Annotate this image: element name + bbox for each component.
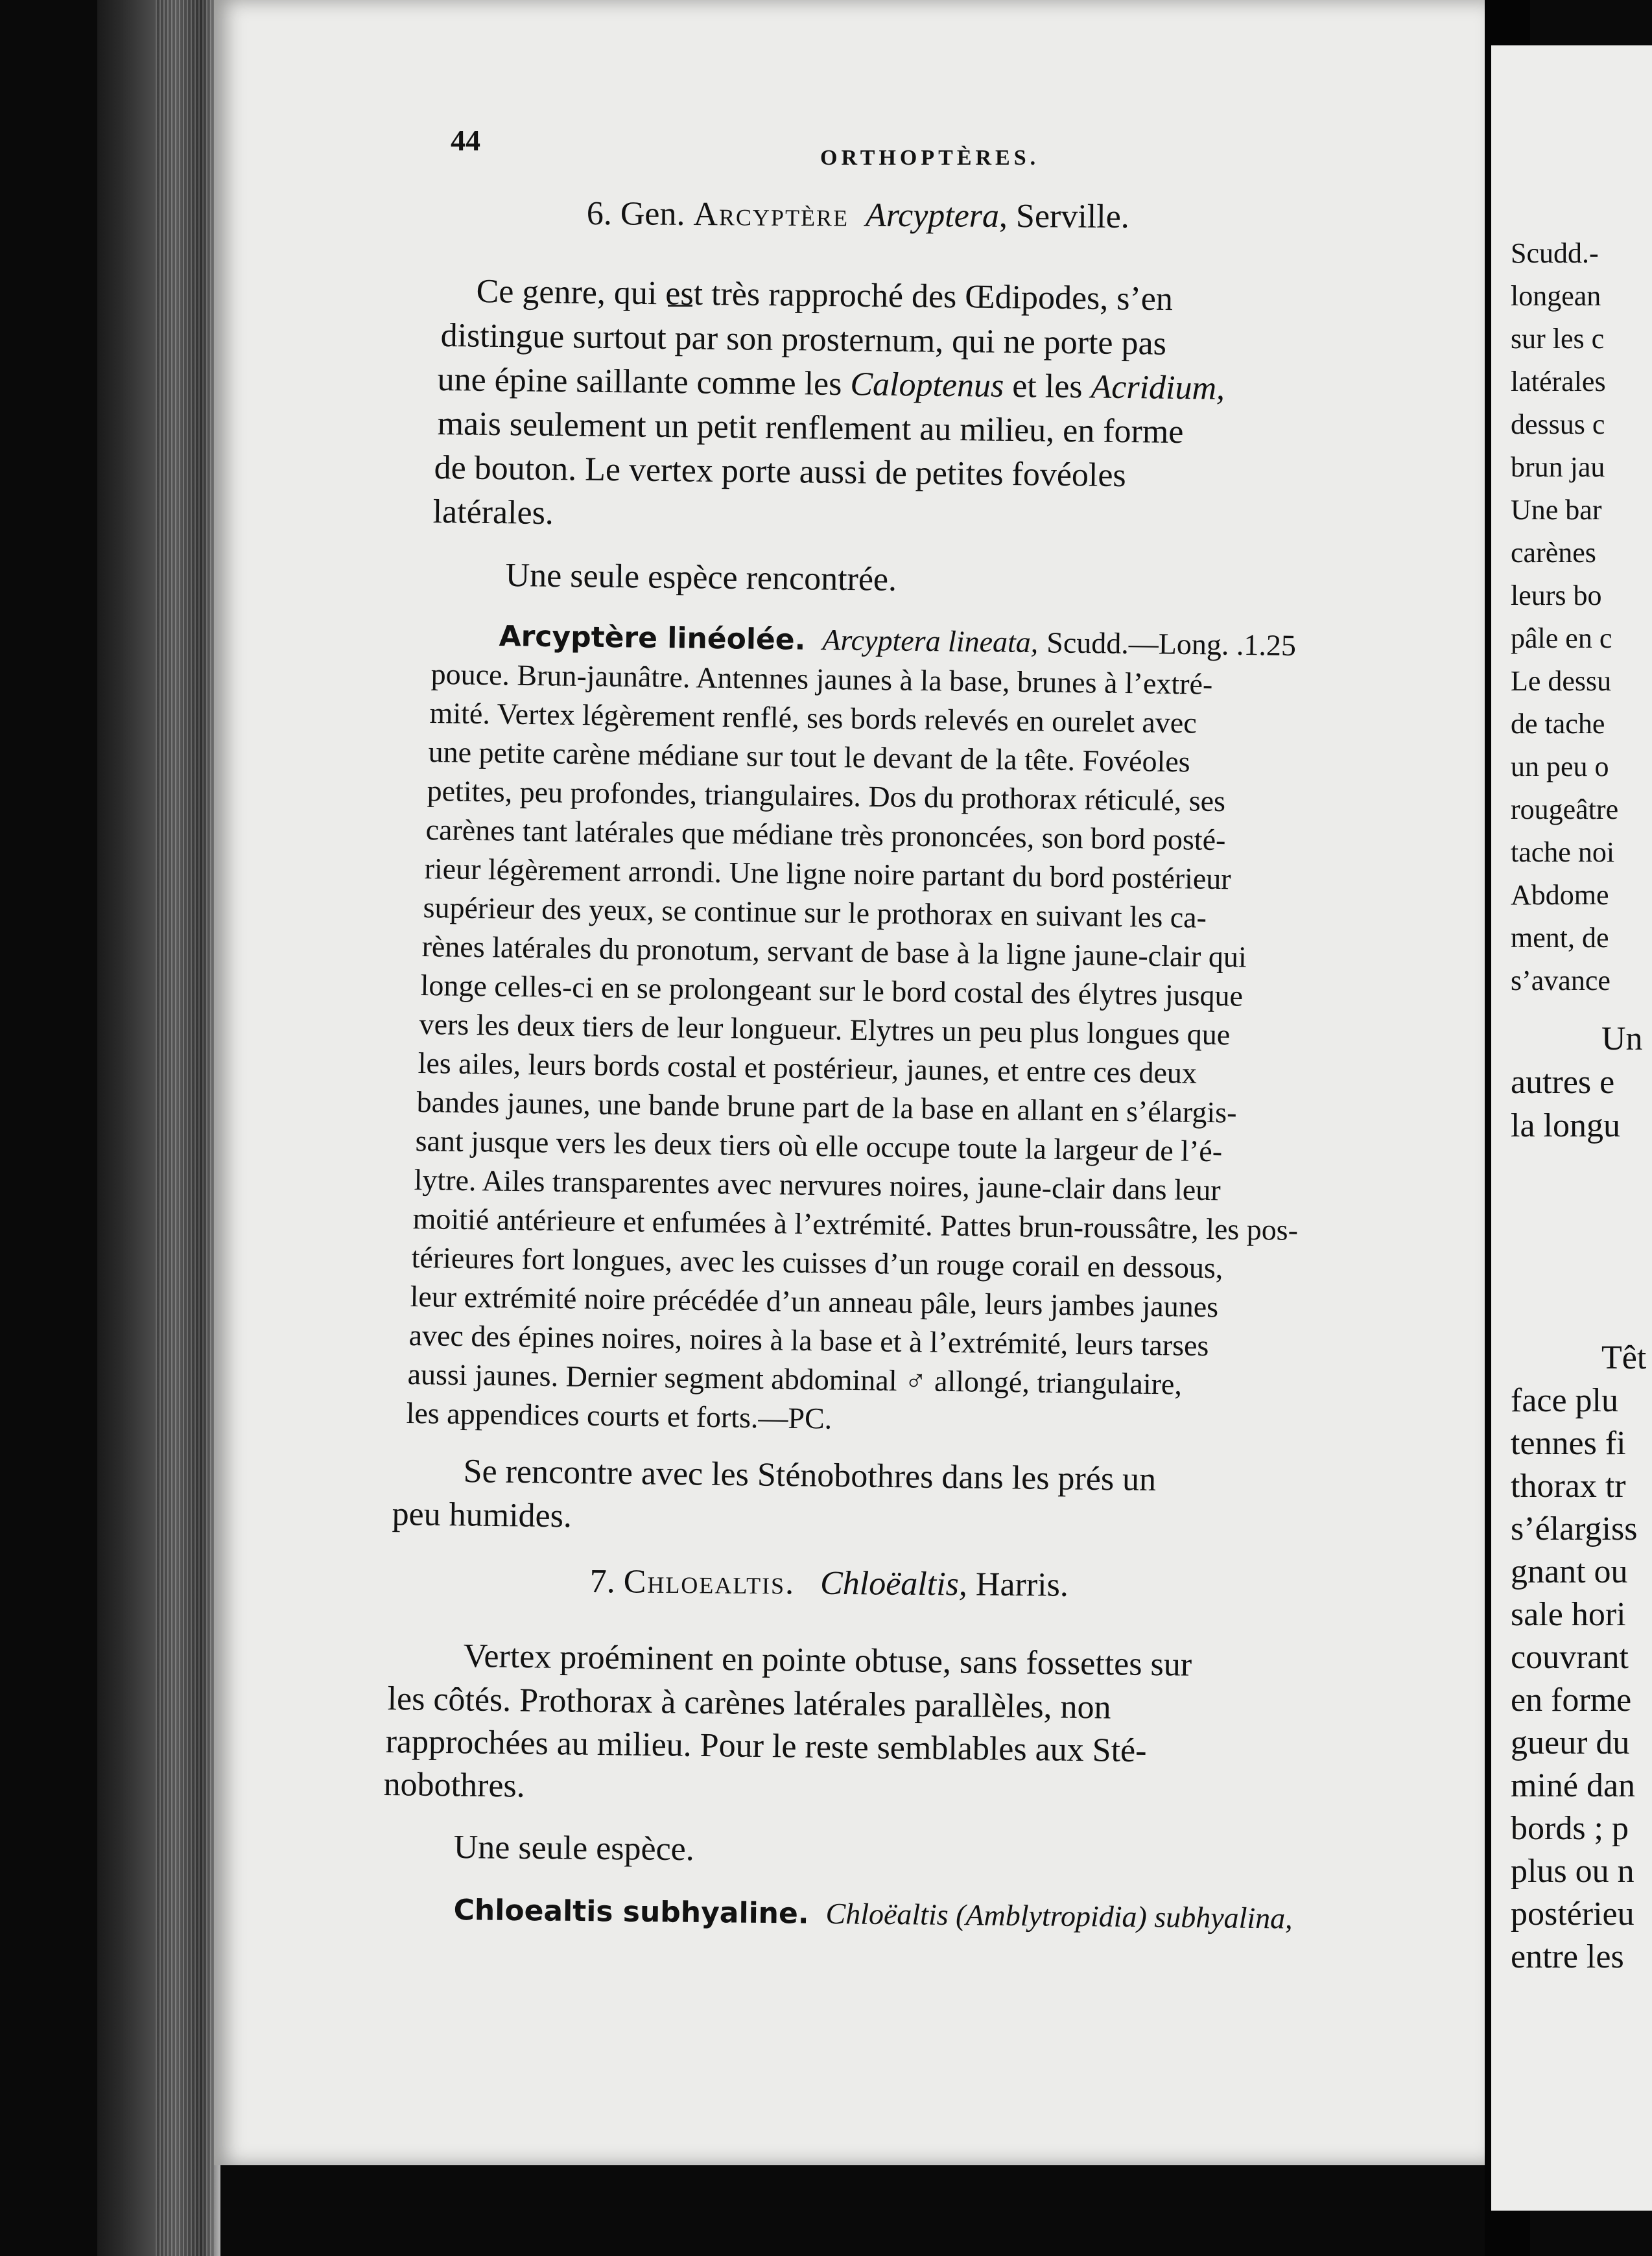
right-large-8: couvrant: [1511, 1639, 1629, 1676]
right-large-4: thorax tr: [1511, 1468, 1626, 1505]
description-line-14: lytre. Ailes transparentes avec nervures noires, jaune-clair dans leur: [414, 1162, 1221, 1207]
right-large-11: miné dan: [1511, 1767, 1636, 1804]
description-line-10: vers les deux tiers de leur longueur. Elytres un peu plus longues que: [419, 1007, 1231, 1052]
right-large-13: plus ou n: [1511, 1853, 1634, 1890]
right-mid-2: autres e: [1511, 1064, 1615, 1101]
right-line-14: rougeâtre: [1511, 793, 1619, 825]
habitat-line-2: peu humides.: [392, 1496, 572, 1535]
right-line-16: Abdome: [1511, 879, 1609, 911]
right-line-1: Scudd.-: [1511, 237, 1599, 269]
right-large-12: bords ; p: [1511, 1810, 1629, 1847]
para1-line-6: latérales.: [432, 493, 554, 532]
para1-line-4: mais seulement un petit renflement au milieu, en forme: [437, 405, 1184, 451]
right-line-7: Une bar: [1511, 494, 1602, 526]
right-line-9: leurs bo: [1511, 580, 1602, 611]
para1-line-3: [437, 360, 1225, 408]
section7-line-4: nobothres.: [383, 1766, 526, 1805]
right-line-11: Le dessu: [1511, 665, 1612, 697]
right-line-10: pâle en c: [1511, 622, 1612, 654]
section6-number: 6. Gen.: [586, 194, 694, 233]
section7-latin: Chloëaltis,: [820, 1564, 968, 1603]
right-line-18: s’avance: [1511, 965, 1611, 996]
caloptenus-term: Caloptenus: [850, 366, 1004, 405]
para1-line-3-and: et les: [1003, 367, 1091, 406]
para1-line-5: de bouton. Le vertex porte aussi de petites fovéoles: [434, 449, 1127, 495]
right-large-3: tennes fi: [1511, 1425, 1626, 1462]
right-line-6: brun jau: [1511, 451, 1605, 483]
section6-title: Arcyptère: [693, 196, 849, 234]
description-line-18: avec des épines noires, noires à la base et à l’extrémité, leurs tarses: [408, 1318, 1209, 1363]
right-mid-1: Un: [1601, 1020, 1643, 1057]
description-line-6: rieur légèrement arrondi. Une ligne noire partant du bord postérieur: [424, 851, 1231, 896]
description-line-5: carènes tant latérales que médiane très prononcées, son bord posté-: [425, 812, 1226, 857]
right-large-7: sale hori: [1511, 1596, 1626, 1633]
right-line-12: de tache: [1511, 708, 1605, 740]
habitat-line-1: Se rencontre avec les Sténobothres dans les prés un: [463, 1453, 1157, 1499]
description-line-11: les ailes, leurs bords costal et postérieur, jaunes, et entre ces deux: [418, 1046, 1198, 1090]
description-line-12: bandes jaunes, une bande brune part de la base en allant en s’élargis-: [416, 1085, 1237, 1129]
right-large-6: gnant ou: [1511, 1553, 1628, 1590]
right-mid-3: la longu: [1511, 1107, 1620, 1144]
page-number: 44: [451, 124, 480, 157]
acridium-term: Acridium,: [1091, 368, 1225, 407]
species-measure: Scudd.—Long. .1.25: [1046, 626, 1297, 663]
right-large-15: entre les: [1511, 1938, 1624, 1975]
section7-line-3: rapprochées au milieu. Pour le reste semblables aux Sté-: [385, 1723, 1147, 1770]
running-header: ORTHOPTÈRES.: [820, 146, 1040, 170]
species-name-chloealtis: Chloealtis subhyaline.: [453, 1893, 809, 1931]
description-line-7: supérieur des yeux, se continue sur le prothorax en suivant les ca-: [423, 890, 1207, 934]
right-line-15: tache noi: [1511, 836, 1615, 868]
description-line-13: sant jusque vers les deux tiers où elle occupe toute la largeur de l’é-: [415, 1123, 1223, 1168]
species-heading-arcyptera: [499, 616, 1296, 664]
right-line-8: carènes: [1511, 537, 1596, 569]
right-line-4: latérales: [1511, 366, 1606, 397]
section7-author: Harris.: [967, 1566, 1069, 1604]
description-line-20: les appendices courts et forts.—PC.: [406, 1396, 832, 1435]
right-large-5: s’élargiss: [1511, 1510, 1638, 1547]
section7-number: 7.: [589, 1563, 624, 1601]
section6-latin: Arcyptera: [865, 196, 1000, 235]
description-line-15: moitié antérieure et enfumées à l’extrémité. Pattes brun-roussâtre, les pos-: [412, 1201, 1299, 1247]
section7-heading: [590, 1562, 1069, 1604]
species-latin-arcyptera: Arcyptera lineata,: [822, 623, 1039, 659]
para1-line-3-text: une épine saillante comme les: [437, 360, 842, 403]
description-line-8: rènes latérales du pronotum, servant de base à la ligne jaune-clair qui: [421, 929, 1247, 974]
species-latin-chloealtis: Chloëaltis (Amblytropidia) subhyalina,: [825, 1897, 1293, 1935]
para1-line-2: distingue surtout par son prosternum, qui ne porte pas: [440, 316, 1167, 362]
one-species-7: Une seule espèce.: [453, 1829, 695, 1868]
description-line-4: petites, peu profondes, triangulaires. Dos du prothorax réticulé, ses: [427, 773, 1226, 818]
right-line-5: dessus c: [1511, 408, 1605, 440]
page-edges: [156, 0, 214, 2256]
right-page: [1491, 45, 1652, 2211]
right-large-2: face plu: [1511, 1382, 1619, 1419]
one-species-6: Une seule espèce rencontrée.: [505, 556, 897, 598]
description-line-3: une petite carène médiane sur tout le devant de la tête. Fovéoles: [428, 734, 1190, 779]
section6-author: , Serville.: [998, 197, 1129, 236]
section7-title: Chloealtis.: [623, 1563, 796, 1602]
right-line-13: un peu o: [1511, 751, 1609, 782]
description-line-17: leur extrémité noire précédée d’un anneau pâle, leurs jambes jaunes: [410, 1279, 1219, 1324]
description-line-2: mité. Vertex légèrement renflé, ses bords relevés en ourelet avec: [429, 696, 1198, 740]
species-name-arcyptera: Arcyptère linéolée.: [499, 619, 806, 657]
right-line-17: ment, de: [1511, 922, 1609, 954]
description-line-16: térieures fort longues, avec les cuisses d’un rouge corail en dessous,: [411, 1240, 1223, 1285]
left-page: [214, 0, 1485, 2165]
right-large-9: en forme: [1511, 1682, 1632, 1719]
right-large-1: Têt: [1601, 1339, 1647, 1376]
section7-line-1: Vertex proéminent en pointe obtuse, sans fossettes sur: [463, 1638, 1192, 1684]
description-line-9: longe celles-ci en se prolongeant sur le bord costal des élytres jusque: [420, 968, 1244, 1013]
para1-line-1: Ce genre, qui est très rapproché des Œdipodes, s’en: [476, 272, 1174, 318]
species-heading-chloealtis: [453, 1890, 1293, 1937]
right-line-2: longean: [1511, 280, 1601, 312]
description-line-1: pouce. Brun-jaunâtre. Antennes jaunes à la base, brunes à l’extré-: [431, 657, 1213, 701]
description-line-19: aussi jaunes. Dernier segment abdominal ♂ allongé, triangulaire,: [407, 1357, 1183, 1401]
right-line-3: sur les c: [1511, 323, 1605, 355]
right-large-10: gueur du: [1511, 1724, 1630, 1761]
section6-heading: [587, 194, 1129, 236]
section7-line-2: les côtés. Prothorax à carènes latérales parallèles, non: [387, 1680, 1111, 1726]
right-large-14: postérieu: [1511, 1896, 1634, 1933]
